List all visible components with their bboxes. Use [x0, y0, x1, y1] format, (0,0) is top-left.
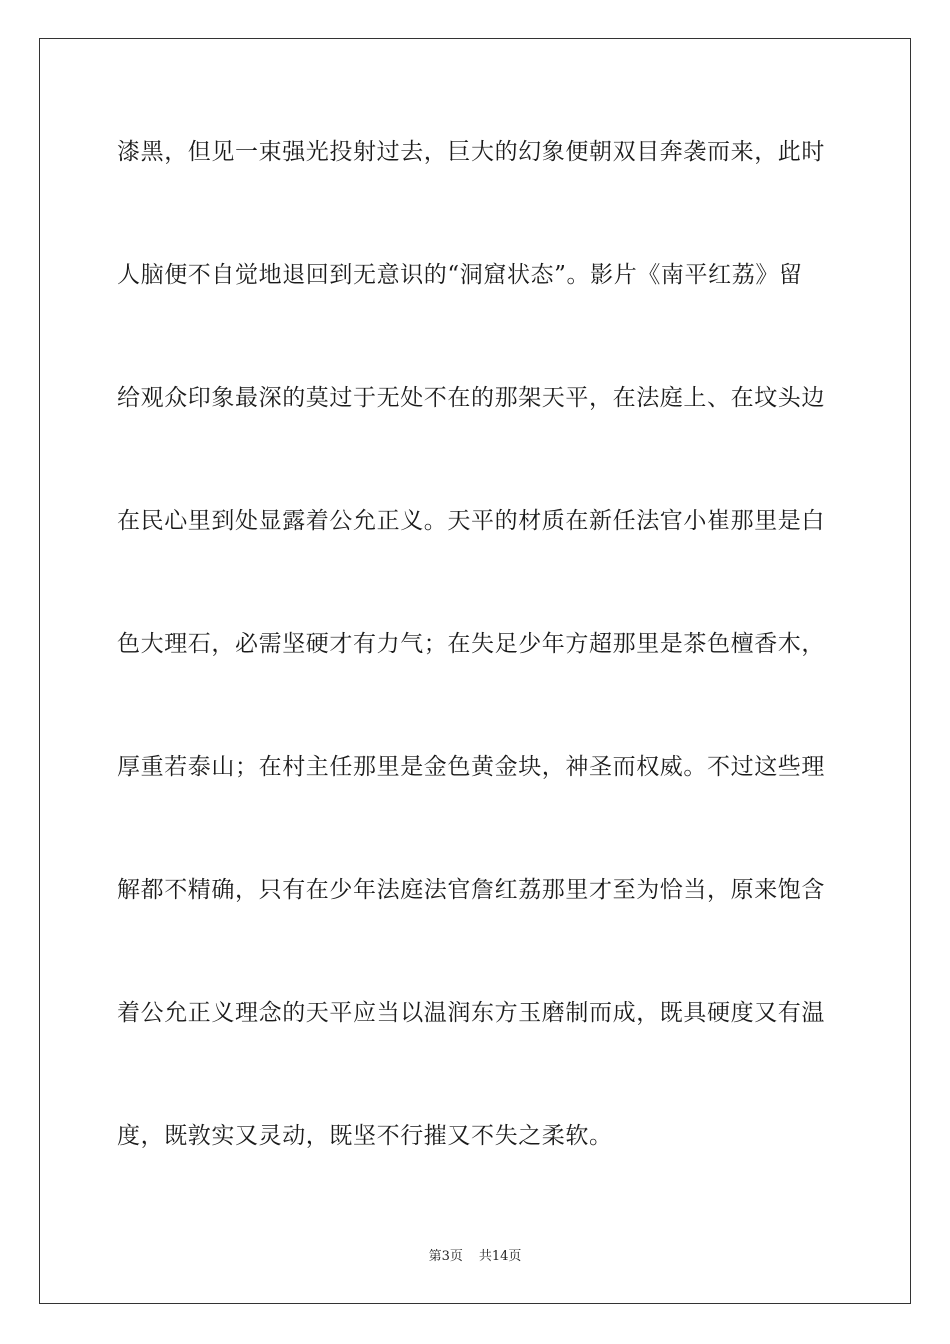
body-text-line-1: 漆黑，但见一束强光投射过去，巨大的幻象便朝双目奔袭而来，此时	[117, 139, 825, 165]
body-text-line-4: 在民心里到处显露着公允正义。天平的材质在新任法官小崔那里是白	[117, 508, 825, 534]
body-text-line-6: 厚重若泰山；在村主任那里是金色黄金块，神圣而权威。不过这些理	[117, 754, 825, 780]
page-number-current: 第3页	[428, 1249, 463, 1264]
body-text-line-7: 解都不精确，只有在少年法庭法官詹红荔那里才至为恰当，原来饱含	[117, 877, 825, 903]
body-text-line-3: 给观众印象最深的莫过于无处不在的那架天平，在法庭上、在坟头边	[117, 385, 825, 411]
page-footer	[0, 1248, 950, 1266]
body-text-line-9: 度，既敦实又灵动，既坚不行摧又不失之柔软。	[117, 1123, 613, 1149]
body-text-line-2: 人脑便不自觉地退回到无意识的“洞窟状态”。影片《南平红荔》留	[117, 262, 803, 288]
page-number-total: 共14页	[478, 1249, 522, 1264]
body-text-line-8: 着公允正义理念的天平应当以温润东方玉磨制而成，既具硬度又有温	[117, 1000, 825, 1026]
page-border	[39, 38, 911, 1304]
body-text-line-5: 色大理石，必需坚硬才有力气；在失足少年方超那里是茶色檀香木，	[117, 631, 825, 657]
